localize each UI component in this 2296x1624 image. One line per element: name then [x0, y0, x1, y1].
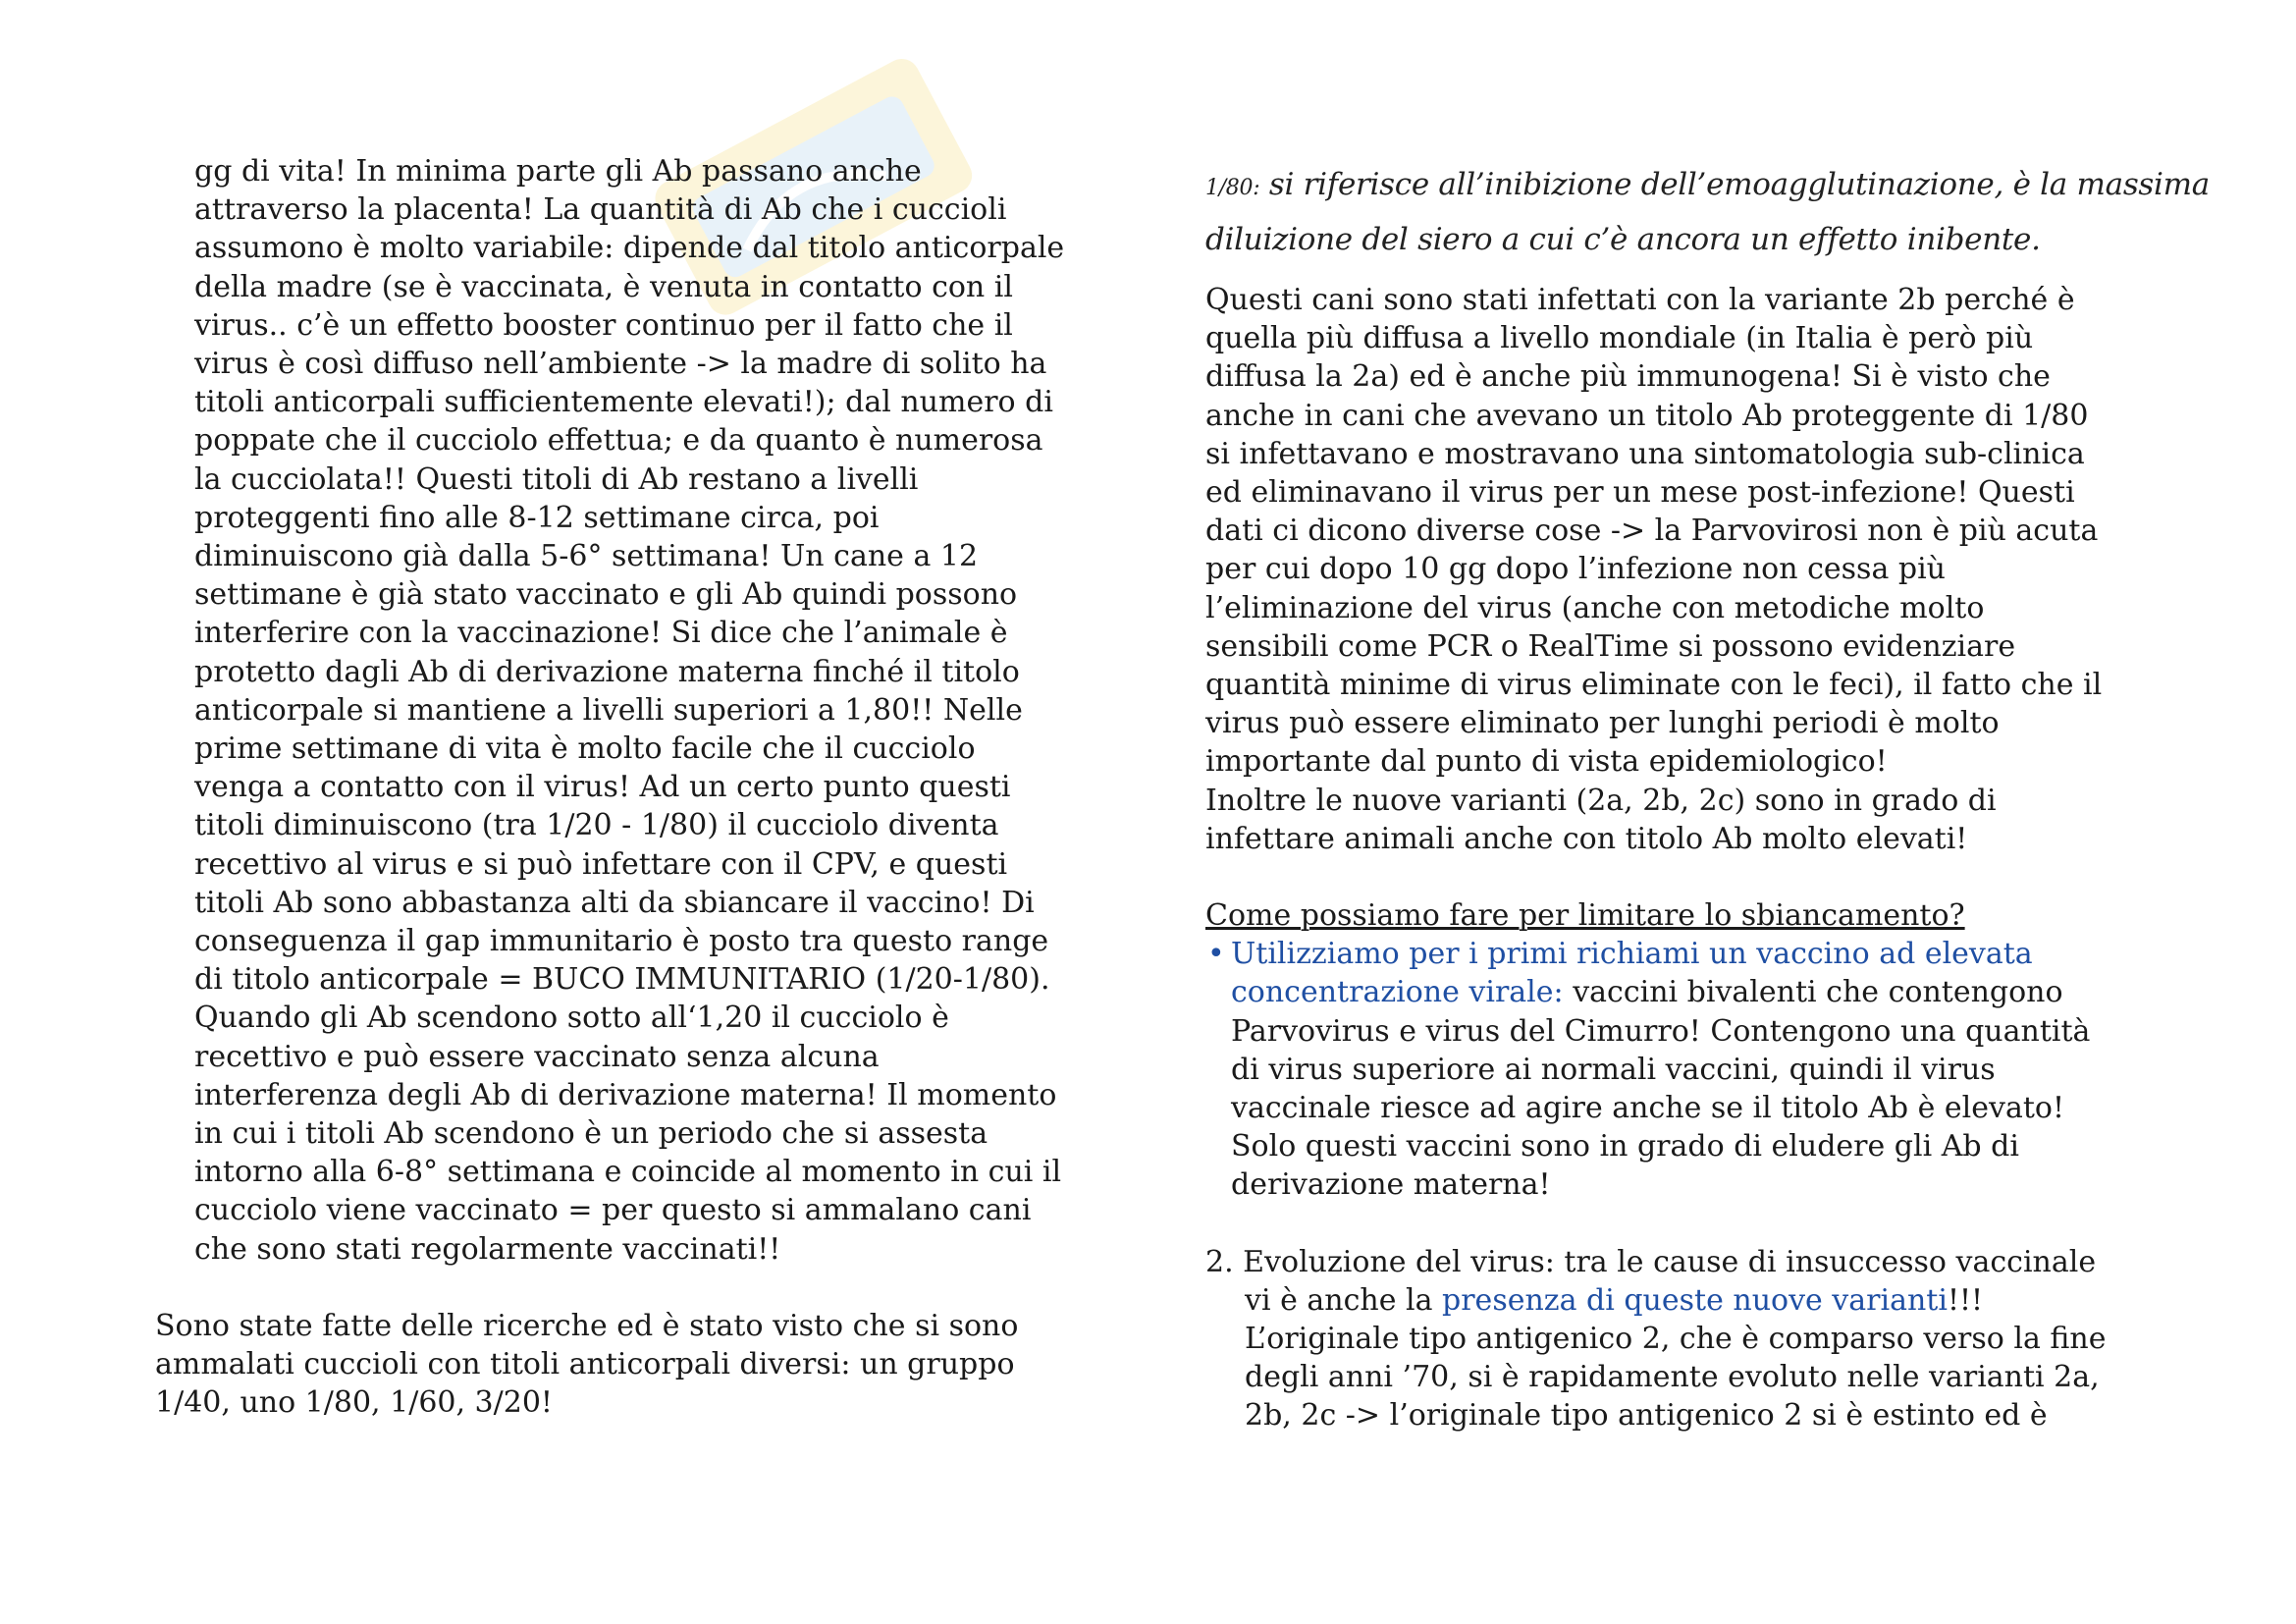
paragraph-gap	[1205, 1205, 2187, 1243]
bullet-icon: •	[1207, 937, 1225, 972]
text-line: si infettavano e mostravano una sintomatologia sub-clinica	[1205, 436, 2085, 471]
text-line: proteggenti fino alle 8-12 settimane circa, poi	[194, 500, 880, 535]
text-line: anche in cani che avevano un titolo Ab proteggente di 1/80	[1205, 398, 2089, 433]
note-line-1	[1205, 159, 2210, 214]
text-line: Solo questi vaccini sono in grado di eludere gli Ab di	[1231, 1129, 2019, 1164]
text-line: Sono state fatte delle ricerche ed è stato visto che si sono	[155, 1308, 1019, 1343]
text-line: titoli diminuiscono (tra 1/20 - 1/80) il cucciolo diventa	[194, 808, 999, 843]
item2-line-2	[1245, 1281, 2187, 1320]
text-line: vaccinale riesce ad agire anche se il titolo Ab è elevato!	[1231, 1091, 2065, 1126]
item2-pre: vi è anche la	[1245, 1282, 1443, 1318]
left-paragraph-2	[155, 1307, 1117, 1423]
text-line: prime settimane di vita è molto facile che il cucciolo	[194, 731, 976, 767]
text-line: poppate che il cucciolo effettua; e da quanto è numerosa	[194, 423, 1043, 459]
bullet-rest-2: vaccini bivalenti che contengono	[1563, 975, 2063, 1010]
item2-post: !!!	[1947, 1282, 1984, 1318]
left-column	[155, 152, 1117, 1423]
text-line: interferenza degli Ab di derivazione materna! Il momento	[194, 1077, 1057, 1112]
text-line: che sono stati regolarmente vaccinati!!	[194, 1231, 781, 1267]
text-line: dati ci dicono diverse cose -> la Parvovirosi non è più acuta	[1205, 514, 2099, 549]
text-line: attraverso la placenta! La quantità di Ab che i cuccioli	[194, 192, 1007, 228]
item2-lines	[1245, 1320, 2187, 1435]
right-column	[1205, 159, 2210, 1435]
text-line: diminuiscono già dalla 5-6° settimana! Un cane a 12	[194, 539, 979, 574]
handwritten-note	[1205, 159, 2210, 265]
text-line: virus può essere eliminato per lunghi periodi è molto	[1205, 706, 2000, 741]
text-line: titoli Ab sono abbastanza alti da sbiancare il vaccino! Di	[194, 885, 1035, 920]
text-line: diffusa la 2a) ed è anche più immunogena! Si è visto che	[1205, 359, 2051, 395]
text-line: settimane è già stato vaccinato e gli Ab quindi possono	[194, 577, 1018, 613]
text-line: quantità minime di virus eliminate con le feci), il fatto che il	[1205, 668, 2103, 703]
text-line: per cui dopo 10 gg dopo l’infezione non cessa più	[1205, 552, 1946, 587]
text-line: quella più diffusa a livello mondiale (in Italia è però più	[1205, 321, 2034, 356]
text-line: Inoltre le nuove varianti (2a, 2b, 2c) sono in grado di	[1205, 783, 1997, 818]
right-paragraph-1	[1205, 281, 2187, 858]
text-line: ed eliminavano il virus per un mese post-infezione! Questi	[1205, 475, 2075, 511]
text-line: ammalati cuccioli con titoli anticorpali diversi: un gruppo	[155, 1347, 1015, 1382]
note-prefix: 1/80:	[1205, 176, 1260, 200]
text-line: sensibili come PCR o RealTime si possono evidenziare	[1205, 628, 2016, 664]
note-text-1: si riferisce all’inibizione dell’emoagglutinazione, è la massima	[1259, 167, 2210, 202]
text-line: titoli anticorpali sufficientemente elevati!); dal numero di	[194, 385, 1053, 420]
text-line: gg di vita! In minima parte gli Ab passano anche	[194, 154, 922, 189]
text-line: virus.. c’è un effetto booster continuo per il fatto che il	[194, 307, 1013, 343]
bullet-lines	[1231, 1012, 2187, 1205]
text-line: importante dal punto di vista epidemiologico!	[1205, 744, 1888, 780]
text-line: l’eliminazione del virus (anche con metodiche molto	[1205, 590, 1985, 625]
text-line: 1/40, uno 1/80, 1/60, 3/20!	[155, 1385, 553, 1421]
text-line: Quando gli Ab scendono sotto all‘1,20 il cucciolo è	[194, 1001, 949, 1036]
item2-continuation	[1205, 1281, 2187, 1435]
text-line: recettivo e può essere vaccinato senza alcuna	[194, 1039, 880, 1074]
text-line: assumono è molto variabile: dipende dal titolo anticorpale	[194, 231, 1065, 266]
paragraph-gap	[1205, 858, 2187, 896]
text-line: anticorpale si mantiene a livelli superiori a 1,80!! Nelle	[194, 692, 1023, 728]
text-line: della madre (se è vaccinata, è venuta in contatto con il	[194, 269, 1013, 304]
text-line: L’originale tipo antigenico 2, che è comparso verso la fine	[1245, 1322, 2107, 1357]
text-line: derivazione materna!	[1231, 1167, 1551, 1203]
text-line: virus è così diffuso nell’ambiente -> la madre di solito ha	[194, 347, 1047, 382]
bullet-item	[1205, 935, 2187, 1204]
text-line: conseguenza il gap immunitario è posto tra questo range	[194, 924, 1049, 959]
text-line: 2b, 2c -> l’originale tipo antigenico 2 si è estinto ed è	[1245, 1398, 2048, 1434]
text-line: infettare animali anche con titolo Ab molto elevati!	[1205, 821, 1968, 856]
text-line: cucciolo viene vaccinato = per questo si ammalano cani	[194, 1193, 1032, 1228]
left-paragraph-1	[155, 152, 1117, 1269]
section-heading: Come possiamo fare per limitare lo sbiancamento?	[1205, 898, 1965, 934]
text-line: degli anni ’70, si è rapidamente evoluto nelle varianti 2a,	[1245, 1360, 2100, 1395]
text-line: venga a contatto con il virus! Ad un certo punto questi	[194, 770, 1011, 805]
text-line: la cucciolata!! Questi titoli di Ab restano a livelli	[194, 461, 919, 497]
text-line: di virus superiore ai normali vaccini, quindi il virus	[1231, 1052, 1996, 1087]
text-line: interferire con la vaccinazione! Si dice che l’animale è	[194, 616, 1008, 651]
item2-blue: presenza di queste nuove varianti	[1442, 1282, 1948, 1318]
item2-first-line: 2. Evoluzione del virus: tra le cause di insuccesso vaccinale	[1205, 1244, 2097, 1279]
text-line: Questi cani sono stati infettati con la variante 2b perché è	[1205, 283, 2075, 317]
text-line: intorno alla 6-8° settimana e coincide al momento in cui il	[194, 1155, 1062, 1190]
bullet-blue-line-2: concentrazione virale:	[1231, 975, 1564, 1010]
text-line: in cui i titoli Ab scendono è un periodo che si assesta	[194, 1116, 988, 1152]
note-line-2: diluizione del siero a cui c’è ancora un effetto inibente.	[1205, 222, 2041, 257]
text-line: di titolo anticorpale = BUCO IMMUNITARIO (1/20-1/80).	[194, 962, 1050, 998]
text-line: recettivo al virus e si può infettare con il CPV, e questi	[194, 846, 1008, 882]
numbered-item-2	[1205, 1243, 2187, 1435]
paragraph-gap	[155, 1269, 1117, 1307]
text-line: protetto dagli Ab di derivazione materna finché il titolo	[194, 654, 1020, 689]
text-line: Parvovirus e virus del Cimurro! Contengono una quantità	[1231, 1013, 2091, 1049]
section-block	[1205, 896, 2187, 1205]
bullet-line-2	[1231, 973, 2187, 1011]
bullet-blue-line-1: Utilizziamo per i primi richiami un vaccino ad elevata	[1231, 937, 2033, 972]
